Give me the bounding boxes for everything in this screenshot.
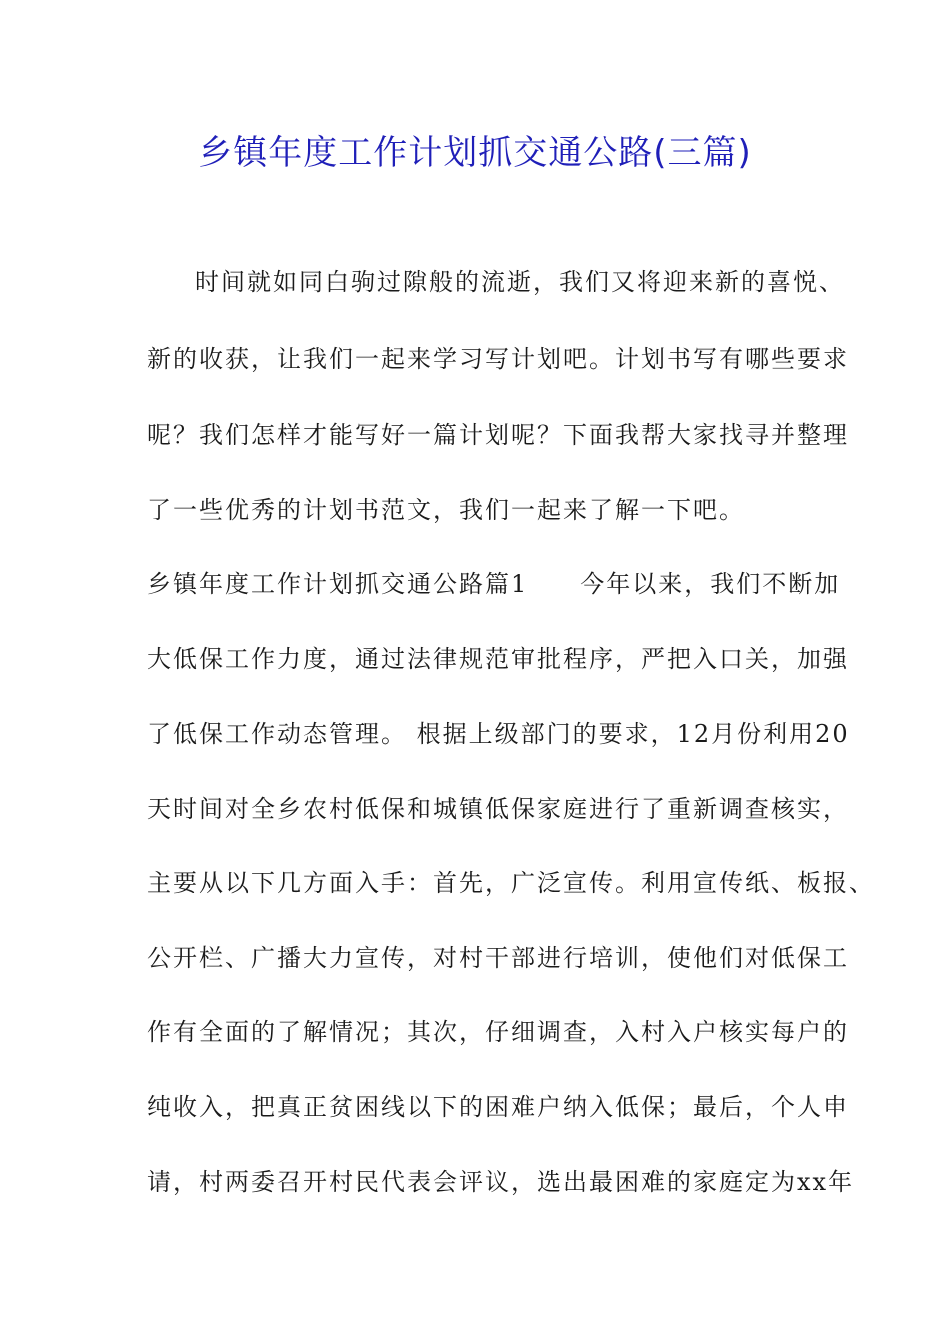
paragraph-line-8: 天时间对全乡农村低保和城镇低保家庭进行了重新调查核实， <box>147 795 849 823</box>
paragraph-line-4: 了一些优秀的计划书范文，我们一起来了解一下吧。 <box>147 496 745 524</box>
paragraph-line-10: 公开栏、广播大力宣传，对村干部进行培训，使他们对低保工 <box>147 944 849 972</box>
paragraph-line-6: 大低保工作力度，通过法律规范审批程序，严把入口关，加强 <box>147 645 849 673</box>
paragraph-line-11: 作有全面的了解情况；其次，仔细调查，入村入户核实每户的 <box>147 1018 849 1046</box>
paragraph-line-5: 乡镇年度工作计划抓交通公路篇1 今年以来，我们不断加 <box>147 570 841 598</box>
paragraph-line-13: 请，村两委召开村民代表会评议，选出最困难的家庭定为xx年 <box>147 1168 855 1196</box>
paragraph-line-2: 新的收获，让我们一起来学习写计划吧。计划书写有哪些要求 <box>147 345 849 373</box>
paragraph-line-3: 呢？我们怎样才能写好一篇计划呢？下面我帮大家找寻并整理 <box>147 421 849 449</box>
paragraph-line-7: 了低保工作动态管理。 根据上级部门的要求，12月份利用20 <box>147 720 850 748</box>
paragraph-line-12: 纯收入，把真正贫困线以下的困难户纳入低保；最后，个人申 <box>147 1093 849 1121</box>
paragraph-line-1: 时间就如同白驹过隙般的流逝，我们又将迎来新的喜悦、 <box>195 268 845 296</box>
paragraph-line-9: 主要从以下几方面入手：首先，广泛宣传。利用宣传纸、板报、 <box>147 869 875 897</box>
document-title: 乡镇年度工作计划抓交通公路(三篇) <box>198 133 752 173</box>
